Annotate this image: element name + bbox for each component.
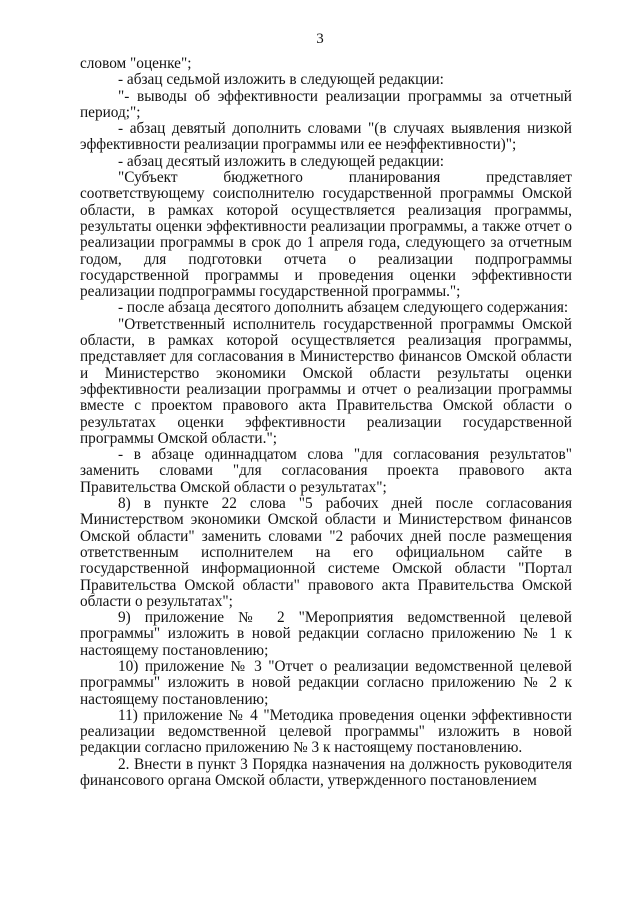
paragraph: "- выводы об эффективности реализации программы за отчетный период;"; [80, 87, 572, 121]
paragraph: 10) приложение № 3 "Отчет о реализации ведомственной целевой программы" изложить в новой редакции согласно приложению № 2 к настоящему постановлению; [80, 657, 572, 708]
paragraph: 8) в пункте 22 слова "5 рабочих дней после согласования Министерством экономики Омской области и Министерством финансов Омской области" заменить словами "2 рабочих дней после размещения ответственным исполнителем на его официальном сайте в государственной информационной системе Омской области "Портал Правительства Омской области" правового акта Правительства Омской области о результатах"; [80, 495, 572, 610]
page-number: 3 [316, 31, 324, 47]
document-body [80, 56, 572, 789]
paragraph: словом "оценке"; [80, 55, 192, 72]
paragraph: 11) приложение № 4 "Методика проведения оценки эффективности реализации ведомственной целевой программы" изложить в новой редакции согласно приложению № 3 к настоящему постановлению. [80, 706, 572, 757]
paragraph: - после абзаца десятого дополнить абзацем следующего содержания: [118, 299, 569, 317]
paragraph: "Ответственный исполнитель государственной программы Омской области, в рамках которой осуществляется реализация программы, представляет для согласования в Министерство финансов Омской области и Министерство экономики Омской области результаты оценки эффективности реализации программы и отчет о реализации программы вместе с проектом правового акта Правительства Омской области о результатах оценки эффективности реализации государственной программы Омской области."; [80, 315, 572, 447]
paragraph: - в абзаце одиннадцатом слова "для согласования результатов" заменить словами "для согласования проекта правового акта Правительства Омской области о результатах"; [80, 446, 572, 496]
paragraph: 2. Внести в пункт 3 Порядка назначения на должность руководителя финансового органа Омской области, утвержденного постановлением [80, 755, 572, 790]
paragraph: - абзац седьмой изложить в следующей редакции: [118, 71, 444, 89]
paragraph: 9) приложение № 2 "Мероприятия ведомственной целевой программы" изложить в новой редакции согласно приложению № 1 к настоящему постановлению; [80, 609, 572, 659]
paragraph: - абзац десятый изложить в следующей редакции: [118, 152, 444, 170]
paragraph: "Субъект бюджетного планирования представляет соответствующему соисполнителю государственной программы Омской области, в рамках которой осуществляется реализация программы, результаты оценки эффективности реализации программы, а также отчет о реализации программы в срок до 1 апреля года, следующего за отчетным годом, для подготовки отчета о реализации подпрограммы государственной программы и проведения оценки эффективности реализации подпрограммы государственной программы."; [80, 169, 572, 301]
paragraph: - абзац девятый дополнить словами "(в случаях выявления низкой эффективности реализации программы или ее неэффективности)"; [80, 120, 572, 154]
